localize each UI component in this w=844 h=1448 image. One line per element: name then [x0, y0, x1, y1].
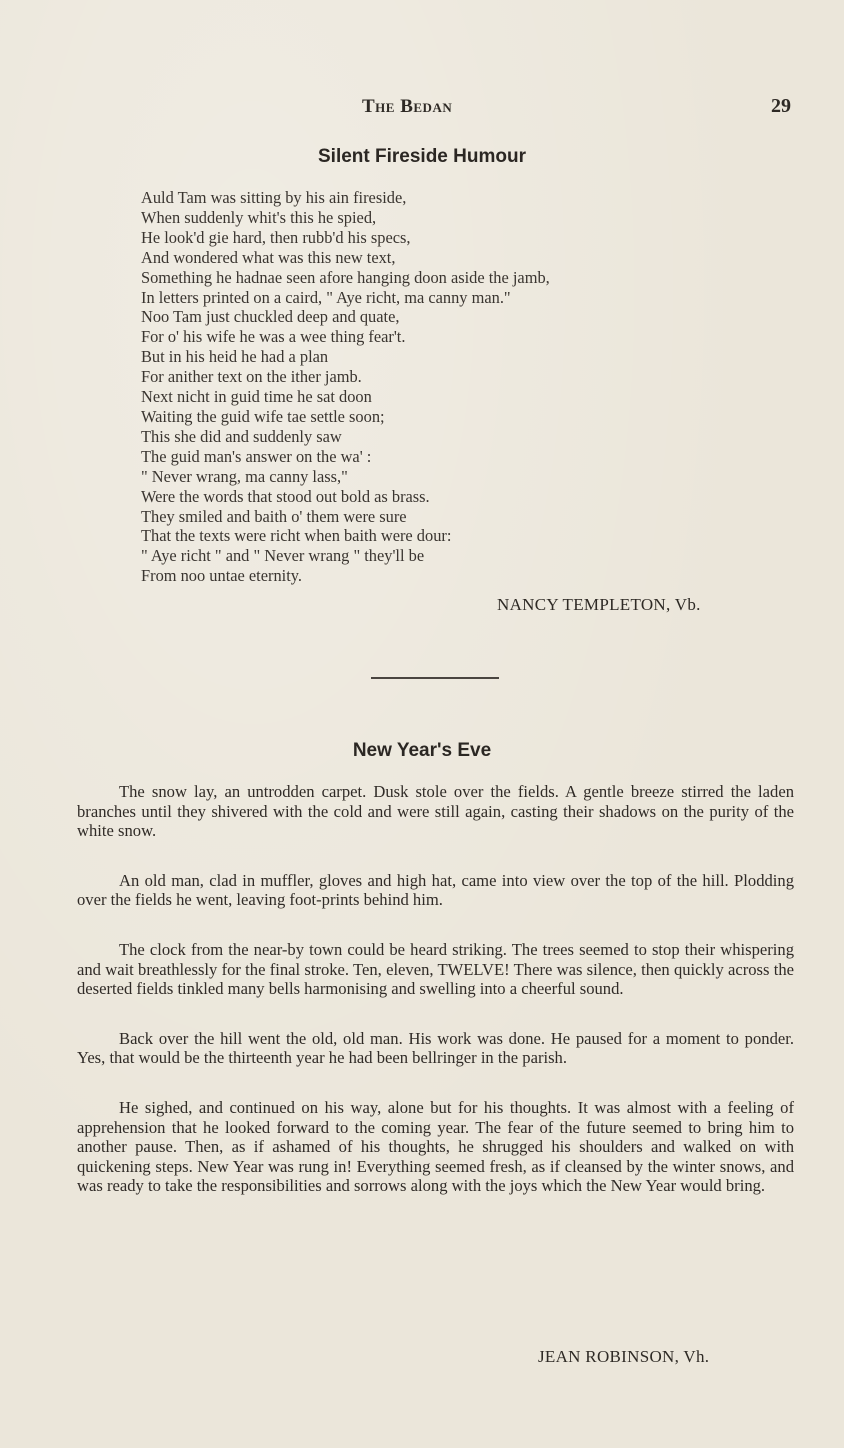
poem-line: " Aye richt " and " Never wrang " they'll be — [141, 546, 425, 566]
poem-line: Next nicht in guid time he sat doon — [141, 387, 372, 407]
publication-title: The Bedan — [362, 96, 453, 117]
essay-paragraph: Back over the hill went the old, old man. His work was done. He paused for a moment to ponder. Yes, that would be the thirteenth year he had been bellringer in the parish. — [77, 1028, 794, 1068]
section-divider — [371, 677, 499, 679]
poem-title: Silent Fireside Humour — [318, 146, 526, 167]
essay-title: New Year's Eve — [352, 740, 492, 761]
poem-line: Waiting the guid wife tae settle soon; — [141, 406, 385, 426]
poem-line: For anither text on the ither jamb. — [141, 367, 362, 387]
essay-paragraph: He sighed, and continued on his way, alone but for his thoughts. It was almost with a feeling of apprehension that he looked forward to the coming year. The fear of the future seemed to bring him to another pause. Then, as if ashamed of his thoughts, he shrugged his shoulders and walked on with quickening steps. New Year was rung in! Everything seemed fresh, as if cleansed by the winter snows, and was ready to take the responsibilities and sorrows along with the joys which the New Year would bring. — [77, 1097, 794, 1196]
poem-line: When suddenly whit's this he spied, — [141, 207, 377, 227]
poem-line: He look'd gie hard, then rubb'd his specs, — [141, 227, 411, 247]
poem-line: That the texts were richt when baith were dour: — [141, 526, 452, 546]
poem-body — [141, 188, 781, 586]
essay-body — [77, 782, 794, 1226]
essay-paragraph: The clock from the near-by town could be heard striking. The trees seemed to stop their whispering and wait breathlessly for the final stroke. Ten, eleven, TWELVE! There was silence, then quickly across the deserted fields tinkled many bells harmonising and swelling into a cheerful sound. — [77, 939, 794, 999]
poem-line: For o' his wife he was a wee thing fear't. — [141, 327, 406, 347]
poem-author: NANCY TEMPLETON, Vb. — [497, 595, 701, 614]
poem-line: Auld Tam was sitting by his ain fireside, — [141, 188, 407, 207]
poem-line: Something he hadnae seen afore hanging doon aside the jamb, — [141, 267, 550, 287]
poem-line: In letters printed on a caird, " Aye richt, ma canny man." — [141, 287, 511, 307]
essay-paragraph: An old man, clad in muffler, gloves and high hat, came into view over the top of the hill. Plodding over the fields he went, leaving foot-prints behind him. — [77, 870, 794, 910]
running-header — [0, 96, 844, 122]
poem-line: Noo Tam just chuckled deep and quate, — [141, 307, 400, 327]
poem-line: Were the words that stood out bold as brass. — [141, 486, 430, 506]
poem-line: " Never wrang, ma canny lass," — [141, 466, 348, 486]
poem-line: But in his heid he had a plan — [141, 347, 329, 367]
poem-line: The guid man's answer on the wa' : — [141, 446, 372, 466]
essay-author: JEAN ROBINSON, Vh. — [538, 1347, 710, 1366]
poem-line: From noo untae eternity. — [141, 566, 302, 586]
poem-line: And wondered what was this new text, — [141, 247, 396, 267]
page-number: 29 — [771, 95, 791, 117]
essay-paragraph: The snow lay, an untrodden carpet. Dusk stole over the fields. A gentle breeze stirred the laden branches until they shivered with the cold and were still again, casting their shadows on the purity of the white snow. — [77, 782, 794, 841]
poem-line: They smiled and baith o' them were sure — [141, 506, 407, 526]
poem-line: This she did and suddenly saw — [141, 426, 342, 446]
